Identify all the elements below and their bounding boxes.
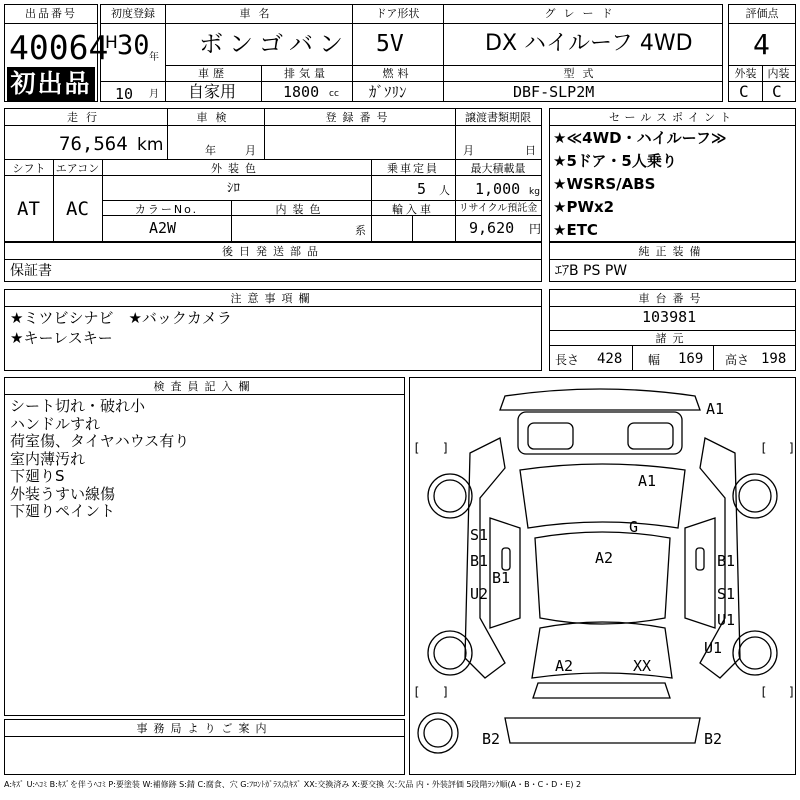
divider bbox=[5, 736, 404, 737]
inspector-label: 検査員記入欄 bbox=[153, 380, 256, 393]
damage-mark: U2 bbox=[470, 585, 489, 603]
inspector-line: ハンドルすれ bbox=[10, 415, 101, 433]
year-unit: 年 bbox=[149, 52, 159, 63]
later-parts-label: 後日発送部品 bbox=[222, 245, 324, 258]
shift-label: シフト bbox=[12, 162, 46, 175]
recycle-unit: 円 bbox=[529, 222, 542, 236]
exterior-label: 外装 bbox=[734, 67, 757, 80]
era-prefix: H bbox=[105, 33, 118, 53]
month-unit: 月 bbox=[149, 89, 159, 100]
later-parts bbox=[4, 242, 542, 282]
displacement-label: 排気量 bbox=[284, 67, 329, 80]
lot-number-label: 出品番号 bbox=[25, 7, 77, 20]
first-reg-month: 10 bbox=[115, 85, 134, 103]
inspection-year-unit: 年 bbox=[205, 144, 216, 157]
door-type: 5V bbox=[376, 31, 404, 57]
inspector-line: シート切れ・破れ小 bbox=[10, 397, 146, 415]
damage-mark: B2 bbox=[482, 730, 501, 748]
score-box bbox=[728, 4, 796, 102]
displacement: 1800 bbox=[283, 83, 320, 101]
lot-number: 40064 bbox=[9, 28, 109, 67]
displacement-unit: cc bbox=[329, 89, 339, 99]
lot-number-box bbox=[4, 4, 109, 102]
width-label: 幅 bbox=[648, 353, 661, 367]
first-reg-label: 初度登録 bbox=[111, 7, 155, 20]
divider bbox=[550, 259, 795, 260]
transfer-day-unit: 日 bbox=[525, 144, 536, 157]
load-unit: kg bbox=[529, 187, 540, 197]
history: 自家用 bbox=[188, 82, 237, 101]
genuine-label: 純正装備 bbox=[638, 245, 707, 258]
notes-label: 注意事項欄 bbox=[230, 292, 316, 305]
capacity-unit: 人 bbox=[439, 184, 450, 197]
divider bbox=[5, 175, 541, 176]
chassis-label: 車台番号 bbox=[638, 292, 707, 305]
inspection-label: 車検 bbox=[196, 111, 235, 124]
history-label: 車歴 bbox=[198, 67, 228, 80]
mileage-unit: km bbox=[137, 135, 164, 155]
genuine-equipment bbox=[549, 242, 796, 282]
later-parts-value: 保証書 bbox=[10, 263, 52, 279]
color-no-label: カラーNo. bbox=[134, 203, 199, 216]
sales-points bbox=[549, 108, 796, 242]
divider bbox=[102, 200, 541, 201]
recycle-label: リサイクル預託金 bbox=[458, 203, 538, 214]
damage-mark: B1 bbox=[717, 552, 736, 570]
notes-line: ★ミツビシナビ ★バックカメラ bbox=[10, 309, 232, 327]
sales-point: ★PWx2 bbox=[553, 198, 615, 216]
inspector-line: 下廻りS bbox=[10, 467, 65, 485]
divider bbox=[165, 5, 166, 101]
sales-point: ★ETC bbox=[553, 221, 598, 239]
model-label: 型式 bbox=[563, 67, 602, 80]
transfer-label: 譲渡書類期限 bbox=[465, 111, 531, 124]
damage-mark: S1 bbox=[717, 585, 736, 603]
height-label: 高さ bbox=[725, 353, 750, 367]
mileage-label: 走行 bbox=[67, 111, 105, 124]
damage-mark: A1 bbox=[706, 400, 725, 418]
inspector-box bbox=[4, 377, 405, 716]
door-label: ドア形状 bbox=[375, 7, 420, 20]
interior-grade: C bbox=[772, 82, 782, 101]
fuel-label: 燃料 bbox=[382, 67, 413, 80]
genuine-value: ｴｱB PS PW bbox=[555, 263, 628, 279]
inspection-month-unit: 月 bbox=[245, 144, 256, 157]
damage-mark: A2 bbox=[595, 549, 614, 567]
specs-label: 諸元 bbox=[655, 332, 690, 345]
damage-mark: A2 bbox=[555, 657, 574, 675]
divider bbox=[550, 125, 795, 126]
capacity: 5 bbox=[417, 180, 427, 198]
interior-label: 内装 bbox=[767, 67, 790, 80]
legend: A:ｷｽﾞ U:ﾍｺﾐ B:ｷｽﾞを伴うﾍｺﾐ P:要塗装 W:補修跡 S:錆 C:腐食、穴 G:ﾌﾛﾝﾄｶﾞﾗｽ点ｷｽﾞ XX:交換済み X:要交換 欠:欠品 内・外装評価 5段階ﾗﾝｸ順(A・B・C・D・E) 2 bbox=[4, 780, 582, 789]
mileage: 76,564 bbox=[59, 133, 128, 155]
color-label: 外装色 bbox=[211, 162, 262, 175]
color-no: A2W bbox=[149, 219, 177, 237]
divider bbox=[550, 306, 795, 307]
divider bbox=[443, 5, 444, 101]
width: 169 bbox=[678, 351, 704, 367]
divider bbox=[101, 23, 722, 24]
bracket: ] bbox=[788, 685, 796, 699]
bracket: ] bbox=[442, 441, 450, 455]
notes-box bbox=[4, 289, 542, 371]
shift: AT bbox=[17, 198, 40, 220]
overall-score: 4 bbox=[753, 28, 770, 61]
interior-color-suffix: 系 bbox=[355, 224, 366, 237]
damage-mark: U1 bbox=[717, 611, 736, 629]
bracket: [ bbox=[413, 441, 421, 455]
interior-color-label: 内装色 bbox=[275, 203, 327, 216]
damage-mark: B1 bbox=[470, 552, 489, 570]
divider bbox=[5, 125, 541, 126]
divider bbox=[5, 259, 541, 260]
recycle-fee: 9,620 bbox=[469, 219, 515, 237]
car-name-label: 車名 bbox=[239, 7, 278, 20]
vehicle-header bbox=[100, 4, 723, 102]
length-label: 長さ bbox=[555, 353, 580, 367]
car-outline bbox=[410, 378, 795, 774]
length: 428 bbox=[597, 351, 623, 367]
ac-label: エアコン bbox=[55, 162, 100, 175]
score-label: 評価点 bbox=[745, 7, 779, 20]
bracket: [ bbox=[760, 441, 768, 455]
max-load: 1,000 bbox=[475, 180, 521, 198]
divider bbox=[550, 330, 795, 331]
divider bbox=[5, 23, 97, 24]
sales-point: ★≪4WD・ハイルーフ≫ bbox=[553, 129, 727, 147]
chassis-number: 103981 bbox=[642, 308, 697, 326]
notes-line: ★キーレスキー bbox=[10, 329, 113, 347]
office-box bbox=[4, 719, 405, 775]
damage-mark: B1 bbox=[492, 569, 511, 587]
exterior-color: ｼﾛ bbox=[227, 181, 240, 196]
car-name: ボンゴバン bbox=[199, 30, 349, 58]
divider bbox=[713, 345, 714, 370]
divider bbox=[729, 23, 795, 24]
sales-label: セールスポイント bbox=[608, 111, 736, 124]
exterior-grade: C bbox=[739, 82, 749, 101]
damage-mark: U1 bbox=[704, 639, 723, 657]
sales-point: ★WSRS/ABS bbox=[553, 175, 656, 193]
height: 198 bbox=[761, 351, 787, 367]
transfer-month-unit: 月 bbox=[463, 144, 474, 157]
import-label: 輸入車 bbox=[392, 203, 434, 216]
vehicle-details bbox=[4, 108, 542, 242]
car-diagram bbox=[409, 377, 796, 775]
load-label: 最大積載量 bbox=[470, 162, 526, 175]
chassis-box bbox=[549, 289, 796, 371]
damage-mark: A1 bbox=[638, 472, 657, 490]
divider bbox=[5, 159, 541, 160]
damage-mark: S1 bbox=[470, 526, 489, 544]
inspector-line: 下廻りペイント bbox=[10, 502, 116, 520]
ac: AC bbox=[66, 198, 89, 220]
capacity-label: 乗車定員 bbox=[387, 162, 439, 175]
bracket: [ bbox=[760, 685, 768, 699]
damage-mark: B2 bbox=[704, 730, 723, 748]
divider bbox=[5, 394, 404, 395]
reg-no-label: 登録番号 bbox=[325, 111, 394, 124]
inspector-line: 荷室傷、タイヤハウス有り bbox=[10, 432, 190, 450]
bracket: ] bbox=[442, 685, 450, 699]
sales-point: ★5ドア・5人乗り bbox=[553, 152, 677, 170]
divider bbox=[5, 306, 541, 307]
divider bbox=[412, 215, 413, 241]
divider bbox=[550, 345, 795, 346]
damage-mark: XX bbox=[633, 657, 652, 675]
grade-label: グレード bbox=[544, 7, 621, 20]
model: DBF-SLP2M bbox=[513, 83, 595, 101]
bracket: ] bbox=[788, 441, 796, 455]
damage-mark: G bbox=[629, 518, 639, 536]
first-listing-badge: 初出品 bbox=[7, 67, 95, 101]
grade: DX ハイルーフ 4WD bbox=[485, 31, 693, 56]
office-label: 事務局よりご案内 bbox=[136, 722, 273, 735]
inspector-line: 外装うすい線傷 bbox=[10, 485, 116, 503]
inspector-line: 室内薄汚れ bbox=[10, 450, 86, 468]
fuel: ｶﾞｿﾘﾝ bbox=[369, 83, 407, 101]
first-reg-year: 30 bbox=[117, 30, 150, 61]
divider bbox=[632, 345, 633, 370]
bracket: [ bbox=[413, 685, 421, 699]
